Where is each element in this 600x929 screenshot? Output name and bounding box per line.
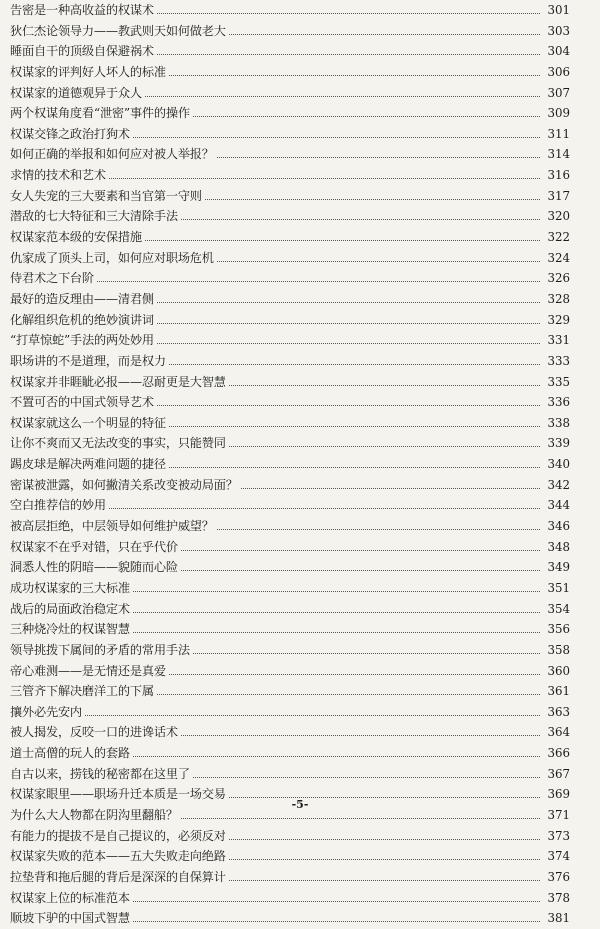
toc-entry-page: 304 (547, 44, 570, 59)
toc-leader-dots (145, 96, 540, 97)
toc-leader-dots (169, 75, 540, 76)
toc-entry-page: 349 (547, 560, 570, 575)
toc-entry-page: 354 (547, 601, 570, 616)
toc-entry-page: 351 (547, 580, 570, 595)
toc-leader-dots (157, 323, 540, 324)
toc-entry-page: 331 (547, 333, 570, 348)
toc-entry-title: 道士高僧的玩人的套路 (10, 746, 130, 761)
toc-entry (10, 640, 570, 661)
toc-entry (10, 557, 570, 578)
toc-entry (10, 351, 570, 372)
toc-entry-title: 自古以来，捞钱的秘密都在这里了 (10, 766, 190, 781)
toc-leader-dots (157, 405, 540, 406)
toc-entry-page: 367 (547, 766, 570, 781)
toc-entry-title: 权谋家就这么一个明显的特征 (10, 415, 166, 430)
toc-leader-dots (85, 715, 540, 716)
toc-entry-title: 权谋家并非睚眦必报——忍耐更是大智慧 (10, 374, 226, 389)
toc-entry-title: 权谋家失败的范本——五大失败走向绝路 (10, 849, 226, 864)
toc-entry-title: 不置可否的中国式领导艺术 (10, 395, 154, 410)
table-of-contents (10, 0, 570, 929)
toc-leader-dots (97, 281, 540, 282)
toc-leader-dots (169, 467, 540, 468)
toc-entry-page: 324 (547, 250, 570, 265)
toc-entry-title: 求情的技术和艺术 (10, 168, 106, 183)
toc-entry (10, 165, 570, 186)
toc-entry-page: 381 (547, 911, 570, 926)
toc-entry (10, 475, 570, 496)
toc-entry-page: 373 (547, 828, 570, 843)
toc-entry-title: 踢皮球是解决两难问题的捷径 (10, 457, 166, 472)
toc-entry-page: 376 (547, 869, 570, 884)
toc-entry-page: 328 (547, 291, 570, 306)
toc-entry (10, 826, 570, 847)
toc-entry-title: 两个权谋角度看“泄密”事件的操作 (10, 106, 190, 121)
toc-entry-title: 成功权谋家的三大标准 (10, 580, 130, 595)
toc-entry-page: 317 (547, 188, 570, 203)
toc-leader-dots (241, 488, 540, 489)
toc-entry-title: 拉垫背和拖后腿的背后是深深的自保算计 (10, 869, 226, 884)
toc-entry (10, 908, 570, 929)
toc-entry-title: 空白推荐信的妙用 (10, 498, 106, 513)
toc-entry-page: 322 (547, 230, 570, 245)
toc-leader-dots (193, 653, 540, 654)
toc-leader-dots (229, 446, 540, 447)
toc-entry-page: 369 (547, 787, 570, 802)
toc-entry-page: 378 (547, 890, 570, 905)
toc-entry (10, 310, 570, 331)
toc-entry (10, 21, 570, 42)
toc-leader-dots (181, 735, 540, 736)
toc-entry-title: 侍君术之下台阶 (10, 271, 94, 286)
toc-entry-title: 告密是一种高收益的权谋术 (10, 3, 154, 17)
toc-entry (10, 433, 570, 454)
toc-entry-title: 最好的造反理由——清君侧 (10, 291, 154, 306)
toc-entry-title: 让你不爽而又无法改变的事实，只能赞同 (10, 436, 226, 451)
toc-leader-dots (157, 343, 540, 344)
toc-entry-title: 职场讲的不是道理，而是权力 (10, 353, 166, 368)
toc-leader-dots (169, 674, 540, 675)
toc-entry-page: 329 (547, 312, 570, 327)
toc-entry (10, 867, 570, 888)
page-number: -5- (291, 798, 309, 811)
toc-entry-title: 化解组织危机的绝妙演讲词 (10, 312, 154, 327)
toc-entry-title: 为什么大人物都在阴沟里翻船？ (10, 807, 178, 822)
toc-entry-title: 密谋被泄露，如何撇清关系改变被动局面？ (10, 477, 238, 492)
toc-entry (10, 62, 570, 83)
toc-entry-page: 307 (547, 85, 570, 100)
toc-entry-page: 360 (547, 663, 570, 678)
toc-entry-page: 314 (547, 147, 570, 162)
toc-leader-dots (109, 508, 540, 509)
toc-leader-dots (133, 756, 540, 757)
toc-entry-title: 权谋家的道德观异于众人 (10, 85, 142, 100)
toc-leader-dots (229, 859, 540, 860)
toc-entry (10, 702, 570, 723)
toc-entry-title: 被人揭发，反咬一口的进谗话术 (10, 725, 178, 740)
toc-entry-page: 342 (547, 477, 570, 492)
toc-entry-title: 三种烧冷灶的权谋智慧 (10, 622, 130, 637)
toc-entry (10, 764, 570, 785)
toc-leader-dots (229, 385, 540, 386)
toc-entry-title: 权谋家眼里——职场升迁本质是一场交易 (10, 787, 226, 802)
toc-entry-page: 358 (547, 642, 570, 657)
toc-entry (10, 888, 570, 909)
toc-entry-title: 权谋家上位的标准范本 (10, 890, 130, 905)
toc-entry (10, 846, 570, 867)
toc-entry-page: 344 (547, 498, 570, 513)
toc-entry (10, 186, 570, 207)
toc-entry-title: 领导挑拨下属间的矛盾的常用手法 (10, 642, 190, 657)
toc-entry-page: 339 (547, 436, 570, 451)
toc-entry-page: 333 (547, 353, 570, 368)
toc-entry (10, 330, 570, 351)
toc-entry-title: 仇家成了顶头上司，如何应对职场危机 (10, 250, 214, 265)
toc-leader-dots (181, 570, 540, 571)
toc-entry-title: 权谋家的评判好人坏人的标准 (10, 64, 166, 79)
toc-entry-page: 361 (547, 684, 570, 699)
toc-entry-title: 狄仁杰论领导力——教武则天如何做老大 (10, 23, 226, 38)
toc-entry-page: 301 (547, 3, 570, 17)
toc-leader-dots (169, 364, 540, 365)
toc-entry-page: 364 (547, 725, 570, 740)
toc-entry-page: 306 (547, 64, 570, 79)
toc-leader-dots (229, 880, 540, 881)
toc-entry (10, 619, 570, 640)
toc-entry-title: 有能力的提拔不是自己提议的，必须反对 (10, 828, 226, 843)
toc-entry (10, 599, 570, 620)
toc-entry-page: 336 (547, 395, 570, 410)
toc-entry-page: 326 (547, 271, 570, 286)
toc-leader-dots (181, 219, 540, 220)
toc-entry-title: 如何正确的举报和如何应对被人举报？ (10, 147, 214, 162)
toc-entry-title: 被高层拒绝，中层领导如何维护威望？ (10, 519, 214, 534)
toc-leader-dots (133, 591, 540, 592)
toc-entry-title: 权谋家范本级的安保措施 (10, 230, 142, 245)
toc-entry-title: 顺坡下驴的中国式智慧 (10, 911, 130, 926)
toc-entry-page: 348 (547, 539, 570, 554)
toc-leader-dots (205, 199, 540, 200)
toc-entry (10, 743, 570, 764)
toc-leader-dots (217, 529, 540, 530)
toc-entry-page: 338 (547, 415, 570, 430)
toc-entry (10, 392, 570, 413)
toc-leader-dots (145, 240, 540, 241)
toc-entry-page: 346 (547, 519, 570, 534)
toc-entry (10, 268, 570, 289)
toc-entry-page: 366 (547, 746, 570, 761)
toc-leader-dots (181, 818, 540, 819)
toc-leader-dots (217, 157, 540, 158)
toc-leader-dots (217, 261, 540, 262)
toc-leader-dots (157, 302, 540, 303)
toc-leader-dots (181, 550, 540, 551)
toc-entry-title: 三管齐下解决磨洋工的下属 (10, 684, 154, 699)
toc-entry (10, 578, 570, 599)
toc-entry (10, 454, 570, 475)
toc-entry-page: 356 (547, 622, 570, 637)
toc-entry-title: 权谋交锋之政治打狗术 (10, 126, 130, 141)
toc-entry-title: 潜敌的七大特征和三大清除手法 (10, 209, 178, 224)
toc-entry (10, 537, 570, 558)
toc-entry-page: 363 (547, 704, 570, 719)
toc-leader-dots (157, 54, 540, 55)
toc-leader-dots (229, 839, 540, 840)
toc-entry-title: 战后的局面政治稳定术 (10, 601, 130, 616)
toc-entry (10, 413, 570, 434)
toc-entry (10, 681, 570, 702)
toc-entry-title: 帝心难测——是无情还是真爱 (10, 663, 166, 678)
toc-entry-title: 权谋家不在乎对错，只在乎代价 (10, 539, 178, 554)
toc-entry-page: 340 (547, 457, 570, 472)
toc-leader-dots (157, 694, 540, 695)
toc-entry (10, 372, 570, 393)
toc-entry-page: 311 (547, 126, 570, 141)
toc-entry (10, 661, 570, 682)
toc-entry-title: 睡面自干的顶级自保避祸术 (10, 44, 154, 59)
toc-entry (10, 0, 570, 21)
toc-entry-title: 女人失宠的三大要素和当官第一守则 (10, 188, 202, 203)
toc-leader-dots (157, 13, 540, 14)
toc-leader-dots (133, 632, 540, 633)
toc-entry-title: “打草惊蛇”手法的两处妙用 (10, 333, 154, 348)
toc-leader-dots (109, 178, 540, 179)
toc-entry (10, 722, 570, 743)
toc-leader-dots (193, 777, 540, 778)
toc-leader-dots (133, 137, 540, 138)
toc-entry-page: 316 (547, 168, 570, 183)
toc-entry-page: 320 (547, 209, 570, 224)
toc-leader-dots (133, 901, 540, 902)
toc-entry-page: 371 (547, 807, 570, 822)
toc-entry (10, 289, 570, 310)
toc-entry (10, 227, 570, 248)
toc-entry (10, 83, 570, 104)
toc-leader-dots (133, 612, 540, 613)
toc-entry (10, 516, 570, 537)
toc-entry-title: 洞悉人性的阴暗——貌随而心险 (10, 560, 178, 575)
toc-entry-page: 335 (547, 374, 570, 389)
toc-entry-page: 303 (547, 23, 570, 38)
toc-leader-dots (169, 426, 540, 427)
toc-entry (10, 41, 570, 62)
toc-entry (10, 124, 570, 145)
toc-entry (10, 103, 570, 124)
toc-entry-title: 攘外必先安内 (10, 704, 82, 719)
toc-entry (10, 495, 570, 516)
toc-entry (10, 144, 570, 165)
toc-entry (10, 248, 570, 269)
toc-entry-page: 374 (547, 849, 570, 864)
toc-leader-dots (229, 34, 540, 35)
toc-entry-page: 309 (547, 106, 570, 121)
toc-entry (10, 206, 570, 227)
toc-leader-dots (133, 921, 540, 922)
toc-leader-dots (193, 116, 540, 117)
